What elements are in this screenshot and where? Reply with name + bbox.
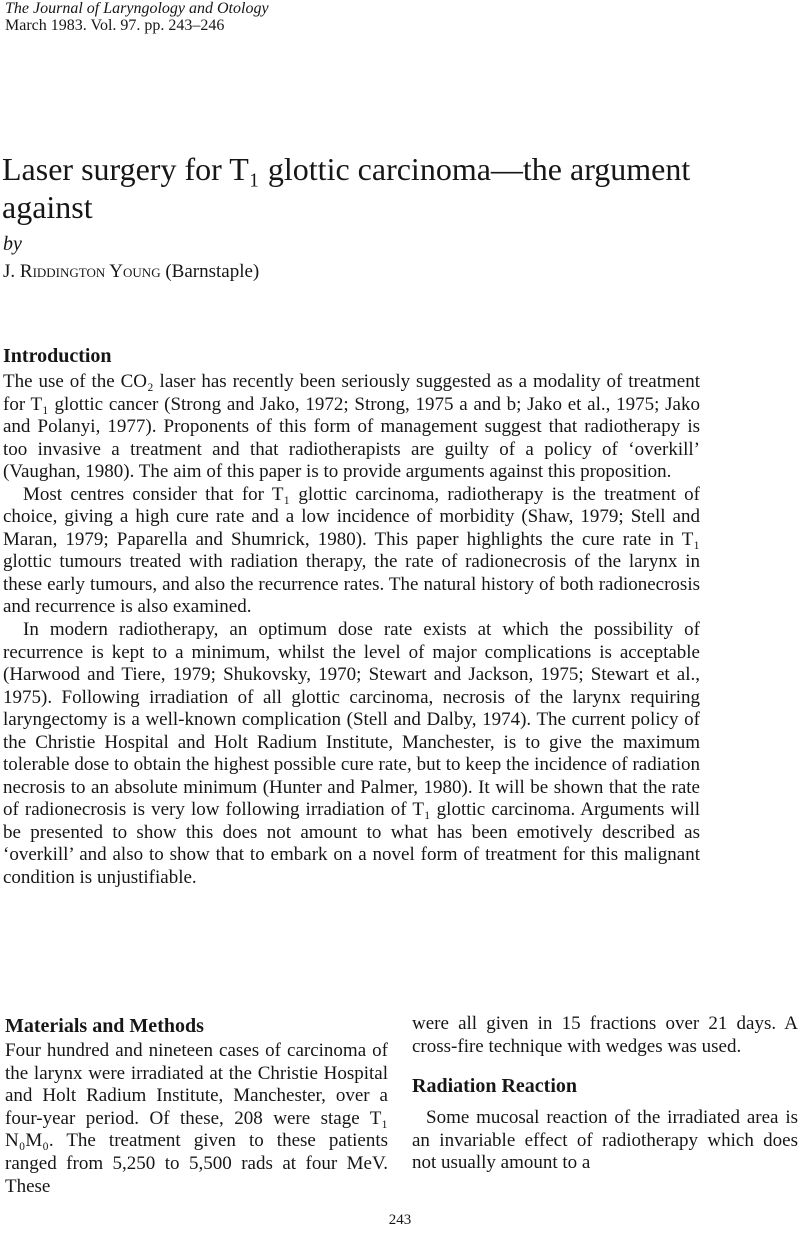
byline-by: by (3, 233, 22, 255)
page-number: 243 (388, 1212, 412, 1228)
author-line (3, 260, 259, 284)
materials-methods-continuation: were all given in 15 fractions over 21 days. A cross-fire technique with wedges was used. (412, 1013, 798, 1057)
introduction-body (3, 371, 700, 890)
article-title: Laser surgery for T₁ glottic carcinoma—the argument against (2, 151, 691, 225)
radiation-reaction-text: Some mucosal reaction of the irradiated area is an invariable effect of radiotherapy which does not usually amount to a (412, 1107, 798, 1174)
introduction-heading: Introduction (3, 345, 112, 367)
materials-methods-text: Four hundred and nineteen cases of carcinoma of the larynx were irradiated at the Christie Hospital and Holt Radium Institute, Manchester, over a four-year period. Of these, 208 were stage T₁ N₀M₀. The treatment given to these patients ranged from 5,250 to 5,500 rads at four MeV. These (5, 1040, 388, 1197)
intro-paragraph-2: Most centres consider that for T₁ glottic carcinoma, radiotherapy is the treatment of choice, giving a high cure rate and a low incidence of morbidity (Shaw, 1979; Stell and Maran, 1979; Paparella and Shumrick, 1980). This paper highlights the cure rate in T₁ glottic tumours treated with radiation therapy, the rate of radionecrosis of the larynx in these early tumours, and also the recurrence rates. The natural history of both radionecrosis and recurrence is also examined. (3, 483, 700, 618)
intro-paragraph-3: In modern radiotherapy, an optimum dose rate exists at which the possibility of recurrence is kept to a minimum, whilst the level of major complications is acceptable (Harwood and Tiere, 1979; Shukovsky, 1970; Stewart and Jackson, 1975; Stewart et al., 1975). Following irradiation of all glottic carcinoma, necrosis of the larynx requiring laryngectomy is a well-known complication (Stell and Dalby, 1974). The current policy of the Christie Hospital and Holt Radium Institute, Manchester, is to give the maximum tolerable dose to obtain the highest possible cure rate, but to keep the incidence of radiation necrosis to an absolute minimum (Hunter and Palmer, 1980). It will be shown that the rate of radionecrosis is very low following irradiation of T₁ glottic carcinoma. Arguments will be presented to show this does not amount to what has been emotively described as ‘overkill’ and also to show that to embark on a novel form of treatment for this malignant condition is unjustifiable. (3, 619, 700, 889)
materials-methods-heading: Materials and Methods (5, 1015, 204, 1037)
intro-paragraph-1: The use of the CO₂ laser has recently been seriously suggested as a modality of treatment for T₁ glottic cancer (Strong and Jako, 1972; Strong, 1975 a and b; Jako et al., 1975; Jako and Polanyi, 1977). Proponents of this form of management suggest that radiotherapy is too invasive a treatment and that radiotherapists are guilty of a policy of ‘overkill’ (Vaughan, 1980). The aim of this paper is to provide arguments against this proposition. (3, 371, 700, 483)
journal-citation: March 1983. Vol. 97. pp. 243–246 (5, 17, 225, 34)
radiation-reaction-heading: Radiation Reaction (412, 1075, 577, 1097)
author-name: J. Riddington Young (3, 261, 161, 282)
journal-header (5, 0, 269, 34)
journal-title: The Journal of Laryngology and Otology (5, 0, 269, 17)
author-affiliation: (Barnstaple) (165, 261, 260, 282)
